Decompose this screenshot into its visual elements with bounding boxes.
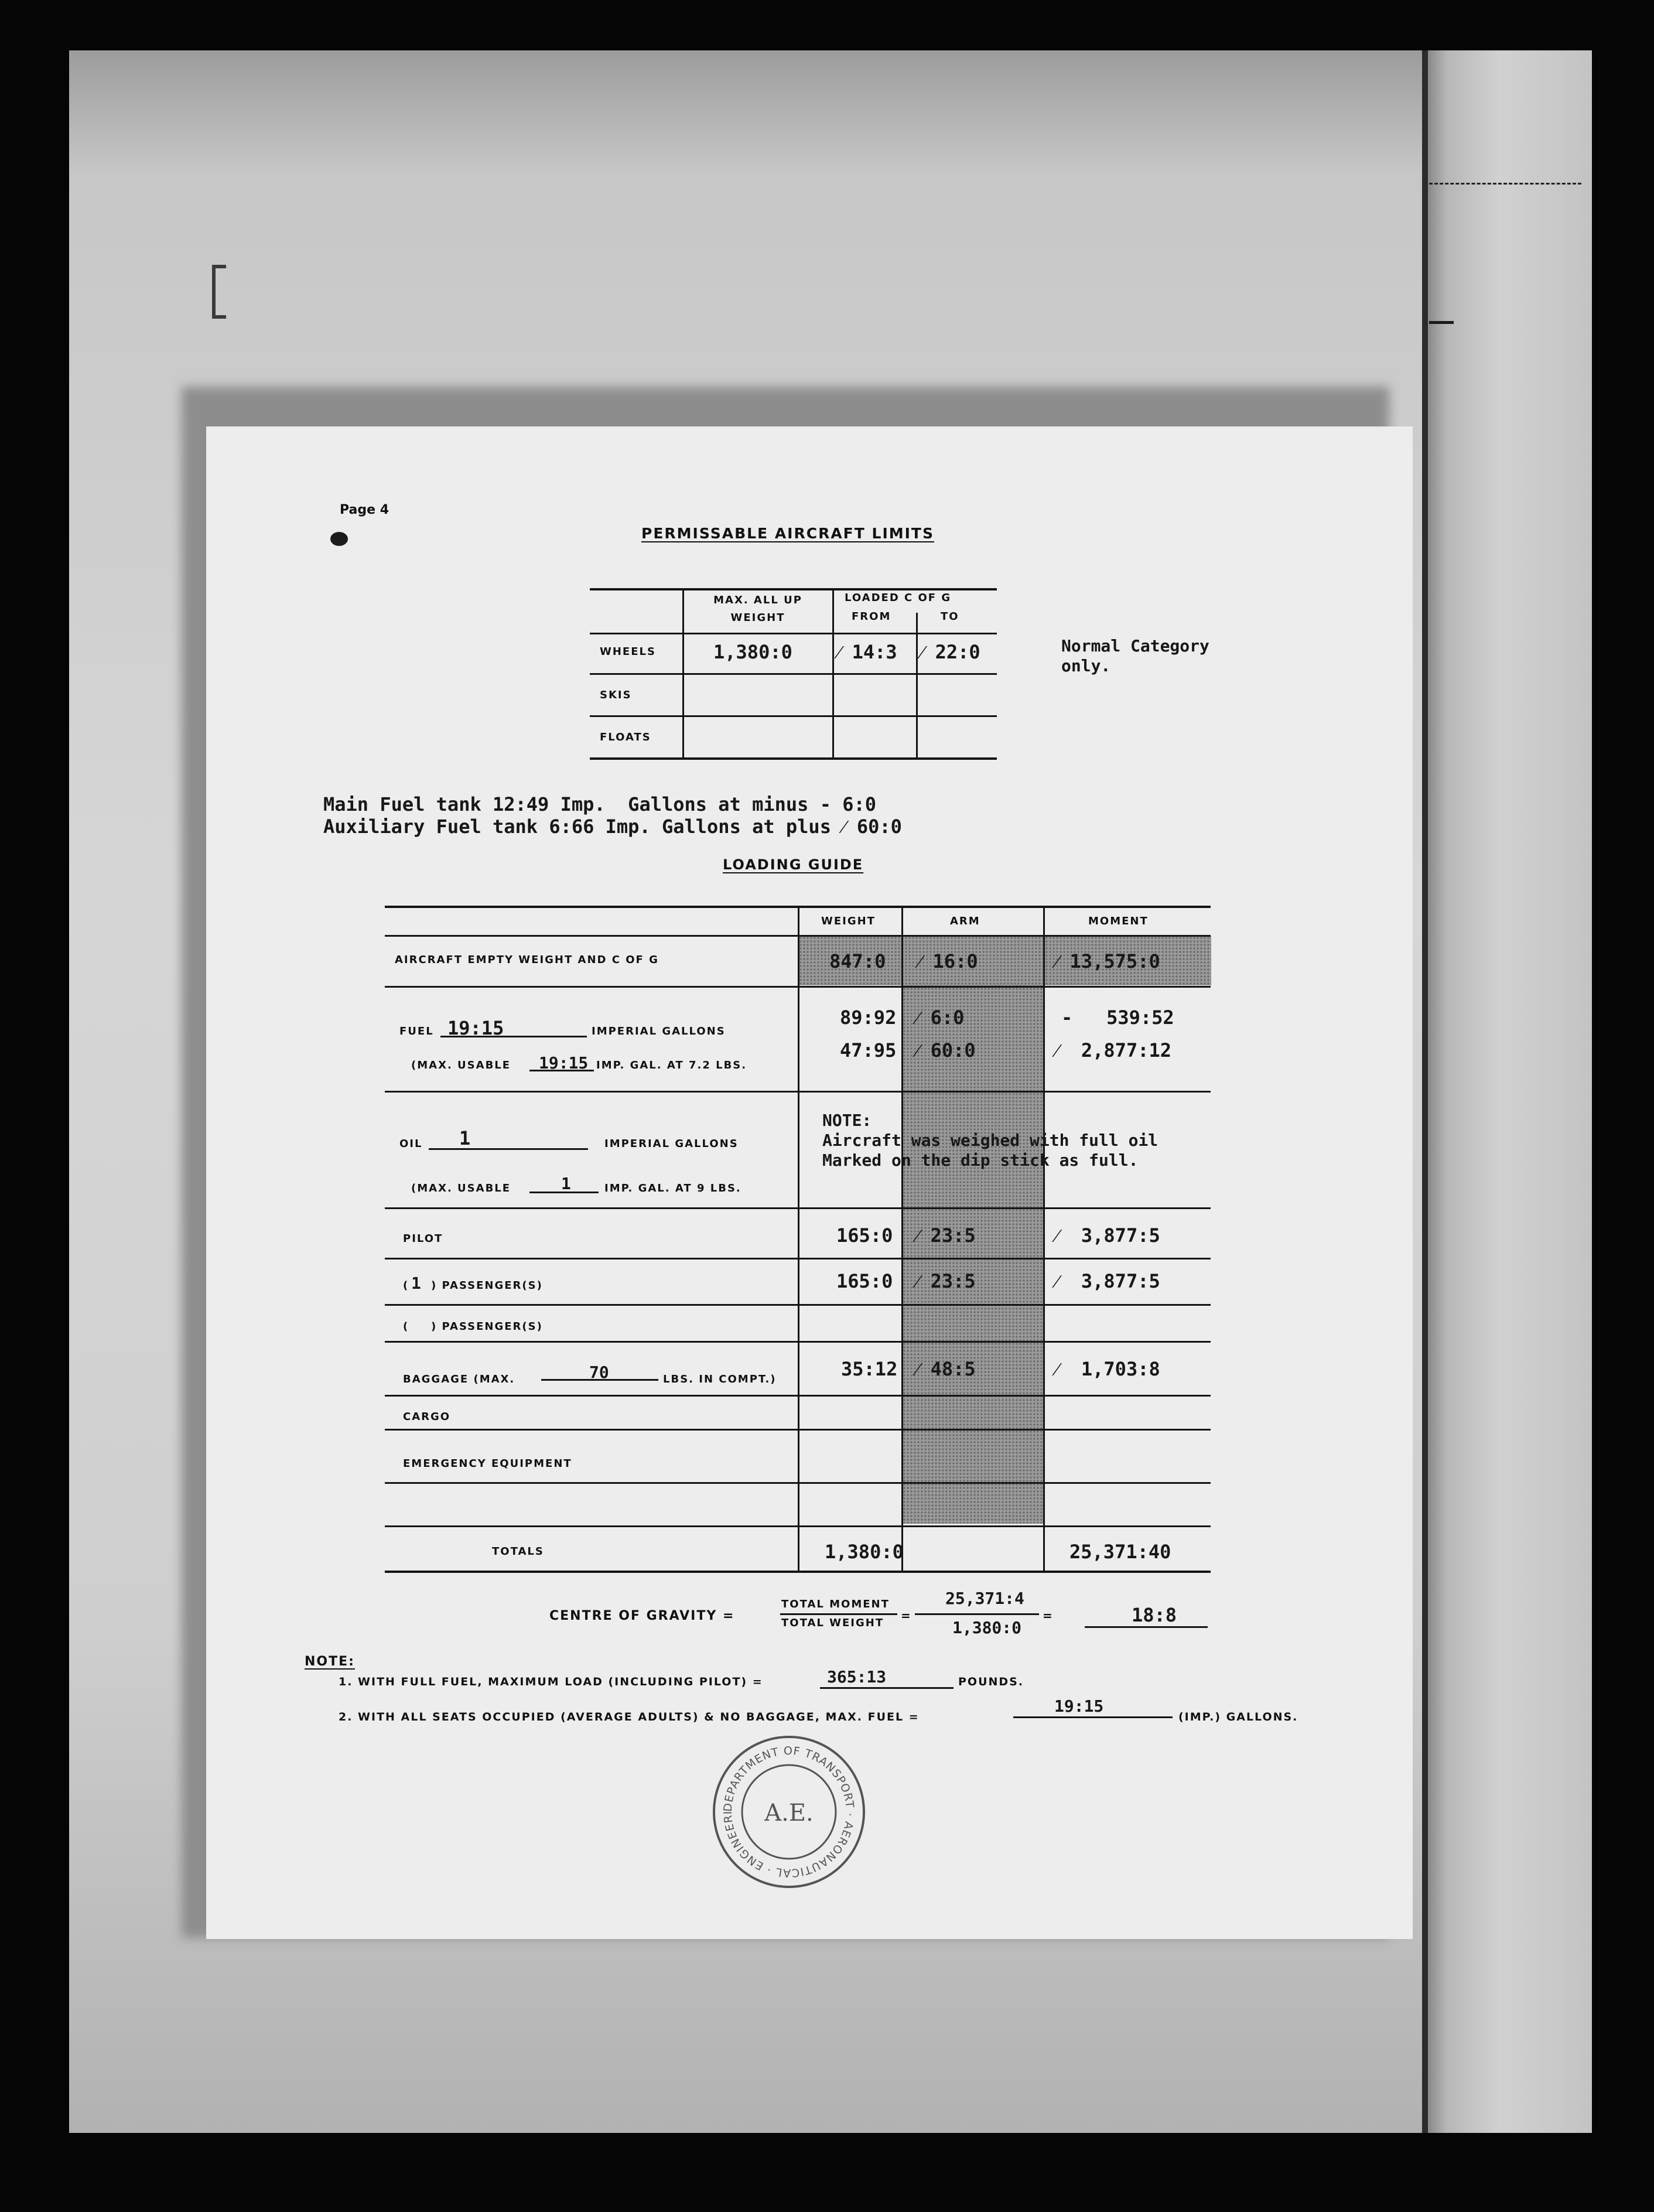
cg-equals-1: = xyxy=(901,1609,912,1623)
note-1-value: 365:13 xyxy=(827,1667,887,1687)
fuel-gallons: 19:15 xyxy=(447,1017,504,1039)
note-2-text: 2. WITH ALL SEATS OCCUPIED (AVERAGE ADULTS) & NO BAGGAGE, MAX. FUEL = xyxy=(339,1711,920,1723)
oil-note: NOTE: Aircraft was weighed with full oil Marked on the dip stick as full. xyxy=(822,1111,1159,1170)
note-2-blank xyxy=(1013,1716,1173,1718)
passenger-2-label: ) PASSENGER(S) xyxy=(431,1320,543,1333)
cg-numerator-label: TOTAL MOMENT xyxy=(781,1598,890,1610)
oil-max-value: 1 xyxy=(561,1174,571,1193)
arm-col-header: ARM xyxy=(950,915,980,927)
right-edge-line xyxy=(1422,50,1428,2133)
page-title: PERMISSABLE AIRCRAFT LIMITS xyxy=(641,525,934,542)
note-1-blank xyxy=(820,1687,954,1689)
fuel-gallons-blank xyxy=(440,1036,587,1037)
engineering-stamp xyxy=(710,1733,868,1891)
cargo-label: CARGO xyxy=(403,1411,451,1423)
category-note: Normal Category only. xyxy=(1061,636,1209,675)
oil-max-prefix: (MAX. USABLE xyxy=(411,1182,511,1194)
adjacent-page-strip xyxy=(1423,50,1592,2133)
fuel-max-suffix: IMP. GAL. AT 7.2 LBS. xyxy=(596,1059,747,1071)
passenger-1-moment: ⁄ 3,877:5 xyxy=(1055,1270,1160,1292)
note-1-suffix: POUNDS. xyxy=(958,1675,1024,1688)
baggage-prefix: BAGGAGE (MAX. xyxy=(403,1373,515,1385)
emergency-equipment-label: EMERGENCY EQUIPMENT xyxy=(403,1457,572,1470)
totals-label: TOTALS xyxy=(492,1545,544,1558)
max-weight-header: MAX. ALL UP WEIGHT xyxy=(713,594,802,624)
fuel-arm-1: ⁄ 6:0 xyxy=(916,1006,965,1029)
oil-gallons: 1 xyxy=(459,1127,471,1149)
passenger-1-count: 1 xyxy=(411,1274,421,1293)
stamp-seal xyxy=(710,1733,868,1891)
edge-arrow xyxy=(1429,321,1454,324)
passenger-1-weight: 165:0 xyxy=(836,1270,893,1292)
fuel-max-prefix: (MAX. USABLE xyxy=(411,1059,511,1071)
row-label-skis: SKIS xyxy=(600,689,632,701)
auxiliary-fuel-tank: Auxiliary Fuel tank 6:66 Imp. Gallons at plus ⁄ 60:0 xyxy=(323,815,902,838)
ink-blot xyxy=(330,532,348,546)
cg-equals-2: = xyxy=(1043,1609,1054,1623)
row-label-wheels: WHEELS xyxy=(600,646,656,658)
cg-result-blank xyxy=(1085,1626,1208,1628)
fuel-moment-1: - 539:52 xyxy=(1061,1006,1174,1029)
baggage-moment: ⁄ 1,703:8 xyxy=(1055,1358,1160,1380)
main-fuel-tank: Main Fuel tank 12:49 Imp. Gallons at minus - 6:0 xyxy=(323,793,877,815)
cg-label: CENTRE OF GRAVITY = xyxy=(549,1609,735,1623)
document-page xyxy=(206,426,1413,1939)
baggage-max-blank xyxy=(541,1379,658,1381)
to-header: TO xyxy=(941,610,959,623)
edge-mark xyxy=(1429,183,1581,185)
oil-max-suffix: IMP. GAL. AT 9 LBS. xyxy=(604,1182,741,1194)
pilot-arm: ⁄ 23:5 xyxy=(916,1224,976,1247)
fuel-suffix: IMPERIAL GALLONS xyxy=(592,1025,726,1037)
cg-denominator-value: 1,380:0 xyxy=(952,1618,1022,1637)
empty-weight-value: 847:0 xyxy=(829,950,886,972)
fuel-weight-1: 89:92 xyxy=(840,1006,897,1029)
oil-gallons-blank xyxy=(429,1148,588,1150)
passenger-1-open: ( xyxy=(403,1279,409,1292)
wheels-cg-to: ⁄ 22:0 xyxy=(921,641,980,663)
passenger-1-label: ) PASSENGER(S) xyxy=(431,1279,543,1292)
total-weight: 1,380:0 xyxy=(825,1541,904,1563)
cg-numerator-value: 25,371:4 xyxy=(945,1589,1024,1608)
empty-moment-value: ⁄ 13,575:0 xyxy=(1055,950,1160,972)
wheels-cg-from: ⁄ 14:3 xyxy=(838,641,897,663)
row-label-floats: FLOATS xyxy=(600,731,651,743)
fuel-max-blank xyxy=(529,1070,594,1071)
passenger-1-arm: ⁄ 23:5 xyxy=(916,1270,976,1292)
wheels-max-weight: 1,380:0 xyxy=(713,641,792,663)
baggage-weight: 35:12 xyxy=(841,1358,898,1380)
passenger-2-open: ( xyxy=(403,1320,409,1333)
fuel-weight-2: 47:95 xyxy=(840,1039,897,1061)
pilot-label: PILOT xyxy=(403,1233,443,1245)
note-2-suffix: (IMP.) GALLONS. xyxy=(1178,1711,1298,1723)
empty-arm-value: ⁄ 16:0 xyxy=(918,950,978,972)
fuel-arm-2: ⁄ 60:0 xyxy=(916,1039,976,1061)
cg-result: 18:8 xyxy=(1132,1604,1177,1626)
svg-text:DEPARTMENT OF TRANSPORT · AERO: DEPARTMENT OF TRANSPORT · AERONAUTICAL · ENGINEERI xyxy=(721,1744,857,1880)
baggage-max: 70 xyxy=(589,1363,609,1382)
page-number: Page 4 xyxy=(340,503,389,517)
svg-text:A.E.: A.E. xyxy=(764,1800,814,1827)
bracket-mark-top xyxy=(212,265,226,319)
baggage-arm: ⁄ 48:5 xyxy=(916,1358,976,1380)
note-1-text: 1. WITH FULL FUEL, MAXIMUM LOAD (INCLUDING PILOT) = xyxy=(339,1675,763,1688)
notes-heading: NOTE: xyxy=(305,1654,355,1669)
oil-suffix: IMPERIAL GALLONS xyxy=(604,1138,739,1150)
fuel-label: FUEL xyxy=(399,1025,434,1037)
total-moment: 25,371:40 xyxy=(1069,1541,1171,1563)
loading-guide-title: LOADING GUIDE xyxy=(723,856,864,873)
pilot-moment: ⁄ 3,877:5 xyxy=(1055,1224,1160,1247)
weight-col-header: WEIGHT xyxy=(821,915,876,927)
empty-weight-label: AIRCRAFT EMPTY WEIGHT AND C OF G xyxy=(395,954,659,966)
moment-col-header: MOMENT xyxy=(1088,915,1149,927)
fuel-moment-2: ⁄ 2,877:12 xyxy=(1055,1039,1171,1061)
fuel-max-value: 19:15 xyxy=(539,1053,589,1073)
baggage-suffix: LBS. IN COMPT.) xyxy=(663,1373,777,1385)
cg-denominator-label: TOTAL WEIGHT xyxy=(781,1617,884,1629)
note-2-value: 19:15 xyxy=(1054,1696,1104,1716)
loaded-cg-header: LOADED C OF G xyxy=(845,592,952,604)
oil-label: OIL xyxy=(399,1138,423,1150)
oil-max-blank xyxy=(529,1192,599,1193)
from-header: FROM xyxy=(852,610,891,623)
pilot-weight: 165:0 xyxy=(836,1224,893,1247)
